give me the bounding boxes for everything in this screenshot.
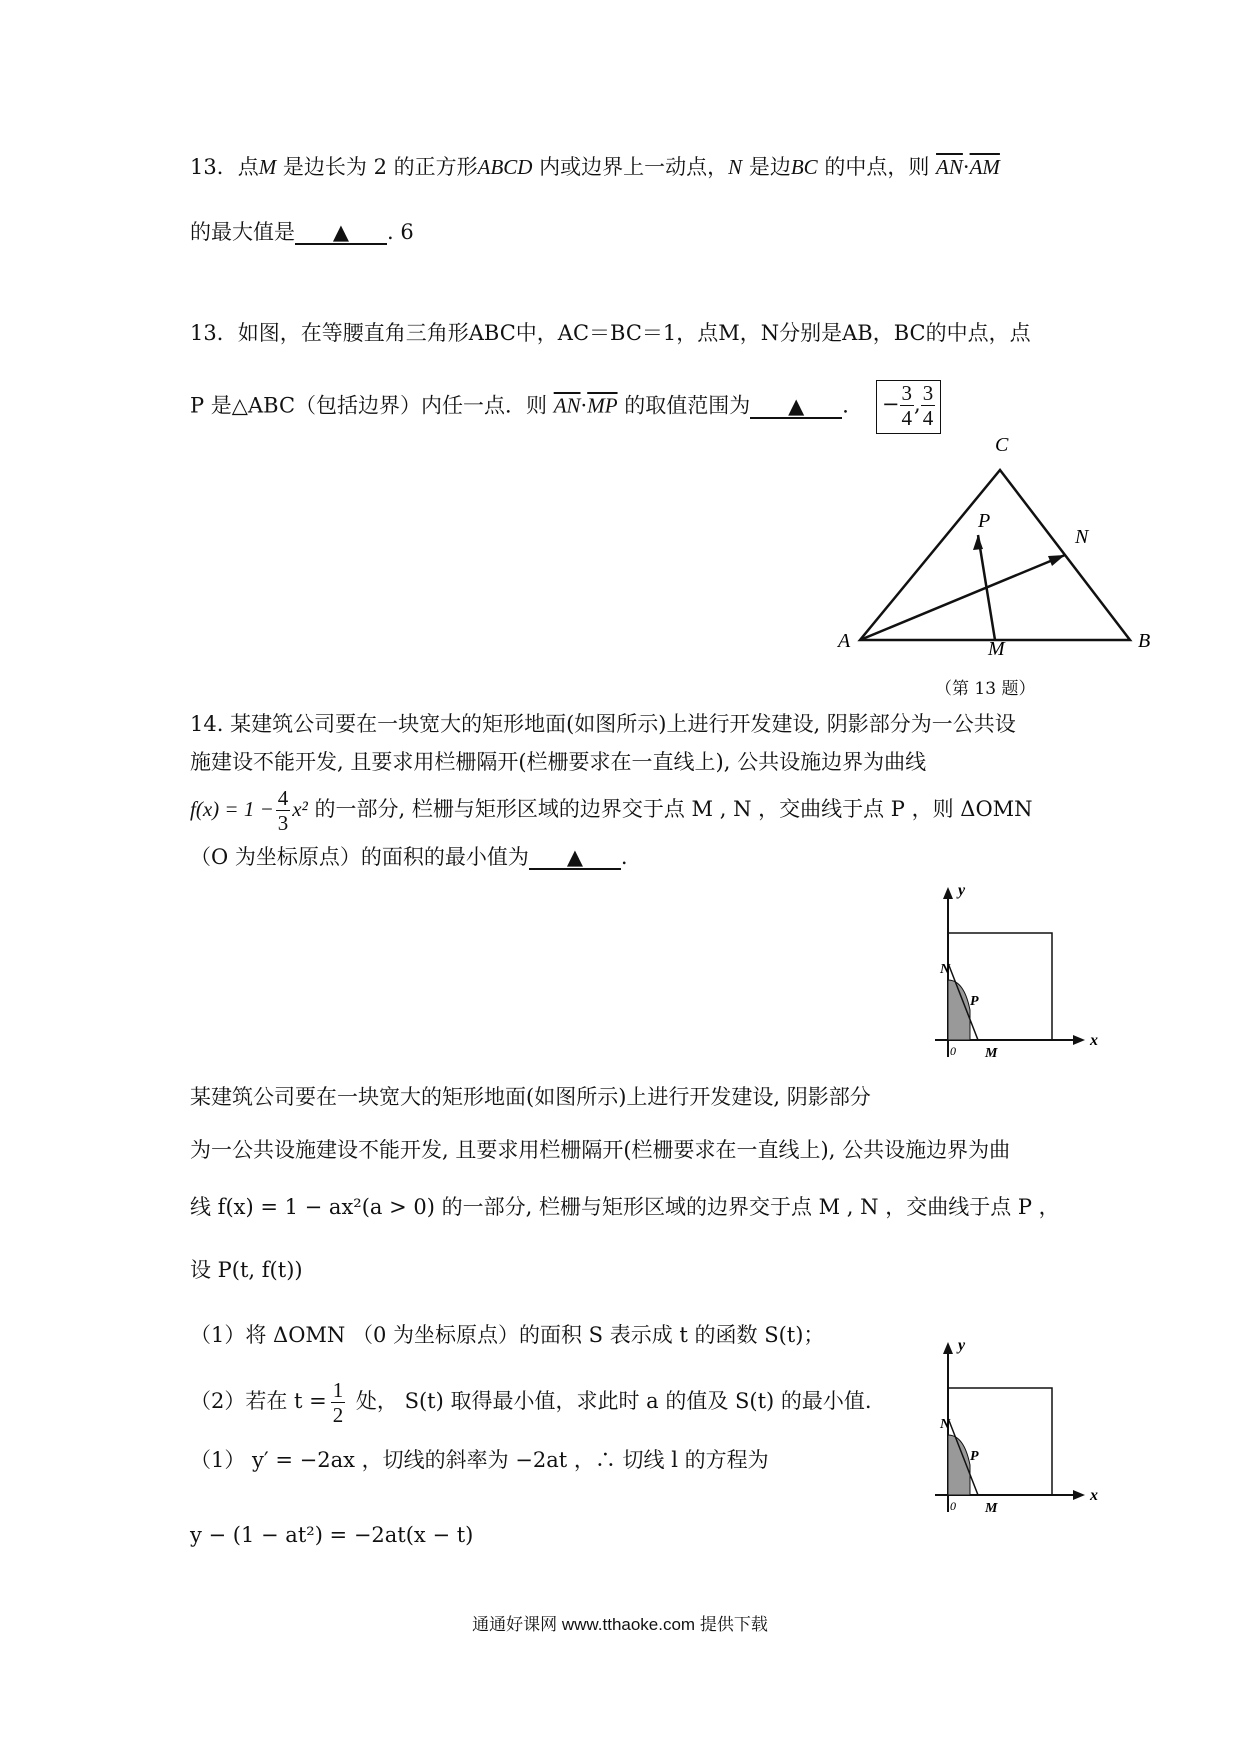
vector-an-line [860, 555, 1065, 640]
range-interval: − $\frac{3}{4}$ , $\frac{3}{4}$ [876, 380, 941, 434]
triangle-abc [860, 470, 1130, 640]
vector-mp-line [978, 535, 995, 640]
q4-line1: 某建筑公司要在一块宽大的矩形地面(如图所示)上进行开发建设, 阴影部分 [190, 1085, 871, 1109]
q4-part2: （2）若在 t = $\frac{1}{2}$ 处， S(t) 取得最小值，求此时 a 的值及 S(t) 的最小值. [190, 1378, 872, 1428]
q4-solution2: y − (1 − at²) = −2at(x − t) [190, 1523, 474, 1547]
label-n: N [1075, 526, 1089, 548]
triangle-figure [830, 425, 1160, 655]
arrowhead-p [973, 535, 983, 550]
q3-line3: f(x) = 1 − $\frac{4}{3}$ x² 的一部分, 栏栅与矩形区域的边界交于点 M , N ，交曲线于点 P ，则 ΔOMN [190, 786, 1033, 836]
svg-text:N: N [940, 1417, 951, 1432]
q4-part1: （1）将 ΔOMN （0 为坐标原点）的面积 S 表示成 t 的函数 S(t)； [190, 1323, 825, 1347]
answer-blank: ▲ [295, 222, 387, 245]
q4-line2: 为一公共设施建设不能开发, 且要求用栏栅隔开(栏栅要求在一直线上), 公共设施边界为曲 [190, 1138, 1011, 1162]
label-m: M [988, 638, 1005, 655]
figure-caption: （第 13 题） [935, 679, 1036, 699]
svg-text:x: x [1090, 1487, 1098, 1504]
q3-line4: （O 为坐标原点）的面积的最小值为 ▲ . [190, 845, 628, 869]
svg-text:0: 0 [950, 1044, 956, 1058]
svg-text:M: M [985, 1501, 998, 1516]
vector-an: $\overline{AN}$ [936, 155, 963, 179]
q2-line2: P 是△ABC（包括边界）内任一点．则 $\overline{AN}\cdot\overline{MP}$ 的取值范围为 ▲ ． − $\frac{3}{4}$ , $\frac{3}{4}$ [190, 380, 941, 434]
svg-text:M: M [985, 1046, 998, 1061]
graph-figure-2 [930, 1340, 1120, 1525]
q2-line1: 13．如图，在等腰直角三角形ABC中，AC＝BC＝1，点M，N分别是AB，BC的中点，点 [190, 321, 1031, 345]
svg-text:y: y [958, 885, 966, 899]
svg-text:P: P [970, 994, 979, 1009]
graph-figure-1 [930, 885, 1120, 1070]
answer-blank: ▲ [750, 396, 842, 419]
arrowhead-n [1048, 555, 1065, 566]
q1-line1: 13．点M 是边长为 2 的正方形ABCD 内或边界上一动点，N 是边BC 的中点，则 $\overline{AN}\cdot\overline{AM}$ [190, 155, 1000, 179]
svg-text:0: 0 [950, 1499, 956, 1513]
label-a: A [838, 630, 851, 652]
answer-blank: ▲ [529, 847, 621, 870]
q3-line2: 施建设不能开发, 且要求用栏栅隔开(栏栅要求在一直线上), 公共设施边界为曲线 [190, 750, 927, 774]
q4-solution1: （1） y′ = −2ax ，切线的斜率为 −2at ，∴ 切线 l 的方程为 [190, 1448, 769, 1472]
label-p: P [978, 510, 991, 532]
svg-text:x: x [1090, 1032, 1098, 1049]
page-footer: 通通好课网 www.tthaoke.com 提供下载 [472, 1615, 768, 1634]
q1-line2: 的最大值是 ▲ . 6 [190, 220, 414, 244]
svg-text:y: y [958, 1340, 966, 1354]
label-b: B [1138, 630, 1151, 652]
vector-am: $\overline{AM}$ [969, 155, 1000, 179]
q4-line4: 设 P(t, f(t)) [190, 1258, 303, 1282]
svg-text:N: N [940, 962, 951, 977]
q4-line3: 线 f(x) = 1 − ax²(a > 0) 的一部分, 栏栅与矩形区域的边界交于点 M , N ，交曲线于点 P ， [190, 1195, 1060, 1219]
q3-line1: 14. 某建筑公司要在一块宽大的矩形地面(如图所示)上进行开发建设, 阴影部分为一公共设 [190, 712, 1016, 736]
label-c: C [995, 434, 1009, 456]
svg-text:P: P [970, 1449, 979, 1464]
